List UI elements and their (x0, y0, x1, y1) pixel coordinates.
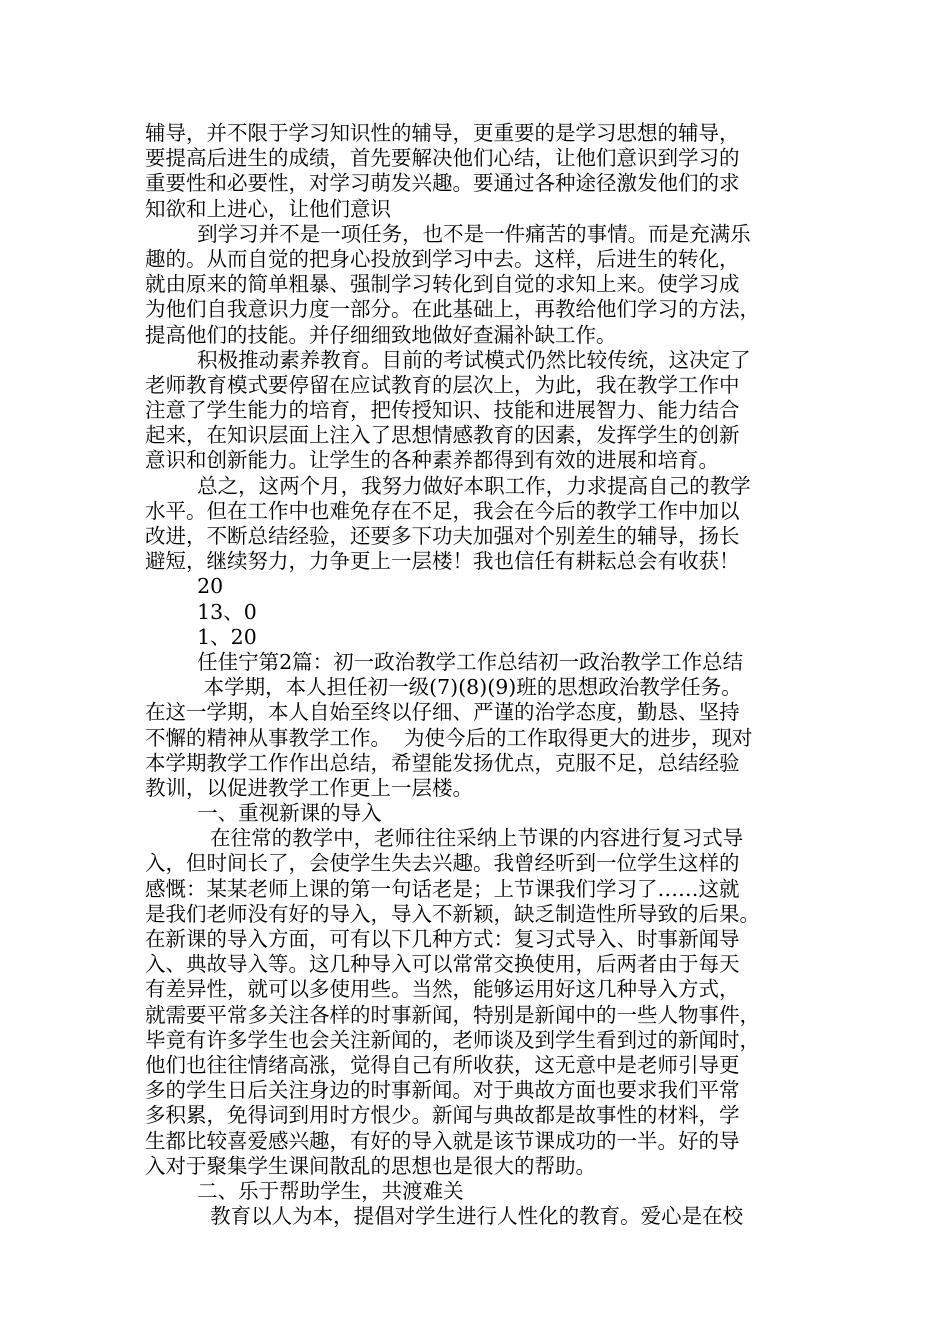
text-line: 毕竟有许多学生也会关注新闻的，老师谈及到学生看到过的新闻时， (145, 1027, 760, 1052)
text-line: 多的学生日后关注身边的时事新闻。对于典故方面也要求我们平常 (145, 1078, 740, 1103)
text-line: 避短，继续努力，力争更上一层楼！我也信任有耕耘总会有收获！ (145, 549, 740, 574)
text-line: 水平。但在工作中也难免存在不足，我会在今后的教学工作中加以 (145, 498, 740, 523)
text-line: 教训，以促进教学工作更上一层楼。 (145, 775, 473, 800)
text-line: 1、20 (145, 624, 257, 649)
text-line: 不懈的精神从事教学工作。 为使今后的工作取得更大的进步，现对 (145, 725, 753, 750)
text-line: 生都比较喜爱感兴趣，有好的导入就是该节课成功的一半。好的导 (145, 1128, 740, 1153)
text-line: 辅导，并不限于学习知识性的辅导，更重要的是学习思想的辅导， (145, 121, 740, 145)
text-line: 重要性和必要性，对学习萌发兴趣。要通过各种途径激发他们的求 (145, 171, 740, 196)
text-line: 20 (145, 574, 224, 599)
text-line: 多积累，免得词到用时方恨少。新闻与典故都是故事性的材料，学 (145, 1103, 740, 1128)
text-line: 注意了学生能力的培育，把传授知识、技能和进展智力、能力结合 (145, 398, 740, 423)
text-line: 他们也往往情绪高涨，觉得自己有所收获，这无意中是老师引导更 (145, 1052, 740, 1077)
text-line: 本学期教学工作作出总结，希望能发扬优点，克服不足，总结经验 (145, 750, 740, 775)
text-line: 二、乐于帮助学生，共渡难关 (145, 1178, 464, 1203)
text-line: 本学期，本人担任初一级(7)(8)(9)班的思想政治教学任务。 (145, 675, 742, 700)
text-line: 到学习并不是一项任务，也不是一件痛苦的事情。而是充满乐 (145, 221, 751, 246)
text-line: 是我们老师没有好的导入，导入不新颖，缺乏制造性所导致的后果。 (145, 901, 760, 926)
text-line: 起来，在知识层面上注入了思想情感教育的因素，发挥学生的创新 (145, 423, 740, 448)
text-line: 入，但时间长了，会使学生失去兴趣。我曾经听到一位学生这样的 (145, 851, 740, 876)
text-line: 教育以人为本，提倡对学生进行人性化的教育。爱心是在校 (145, 1204, 744, 1229)
text-line: 为他们自我意识力度一部分。在此基础上，再教给他们学习的方法， (145, 297, 760, 322)
text-line: 有差异性，就可以多使用些。当然，能够运用好这几种导入方式， (145, 977, 740, 1002)
text-line: 就由原来的简单粗暴、强制学习转化到自觉的求知上来。使学习成 (145, 272, 740, 297)
text-line: 在新课的导入方面，可有以下几种方式：复习式导入、时事新闻导 (145, 927, 740, 951)
text-line: 知欲和上进心，让他们意识 (145, 196, 391, 221)
text-line: 积极推动素养教育。目前的考试模式仍然比较传统，这决定了 (145, 347, 751, 372)
text-line: 趣的。从而自觉的把身心投放到学习中去。这样，后进生的转化， (145, 246, 740, 271)
text-line: 提高他们的技能。并仔细细致地做好查漏补缺工作。 (145, 322, 617, 347)
text-line: 老师教育模式要停留在应试教育的层次上，为此，我在教学工作中 (145, 372, 740, 397)
text-line: 总之，这两个月，我努力做好本职工作，力求提高自己的教学 (145, 473, 751, 498)
text-line: 入、典故导入等。这几种导入可以常常交换使用，后两者由于每天 (145, 952, 740, 977)
text-line: 意识和创新能力。让学生的各种素养都得到有效的进展和培育。 (145, 448, 719, 473)
text-line: 就需要平常多关注各样的时事新闻，特别是新闻中的一些人物事件， (145, 1002, 760, 1027)
text-line: 改进，不断总结经验，还要多下功夫加强对个别差生的辅导，扬长 (145, 524, 740, 548)
text-line: 任佳宁第2篇：初一政治教学工作总结初一政治教学工作总结 (145, 649, 744, 674)
document-body (145, 121, 825, 1229)
text-line: 在往常的教学中，老师往往采纳上节课的内容进行复习式导 (145, 826, 744, 851)
text-line: 要提高后进生的成绩，首先要解决他们心结，让他们意识到学习的 (145, 146, 740, 171)
text-line: 感慨：某某老师上课的第一句话老是；上节课我们学习了……这就 (145, 876, 740, 901)
text-line: 入对于聚集学生课间散乱的思想也是很大的帮助。 (145, 1153, 596, 1178)
text-line: 在这一学期，本人自始至终以仔细、严谨的治学态度，勤恳、坚持 (145, 700, 740, 725)
text-line: 一、重视新课的导入 (145, 801, 382, 826)
text-line: 13、0 (145, 599, 257, 624)
